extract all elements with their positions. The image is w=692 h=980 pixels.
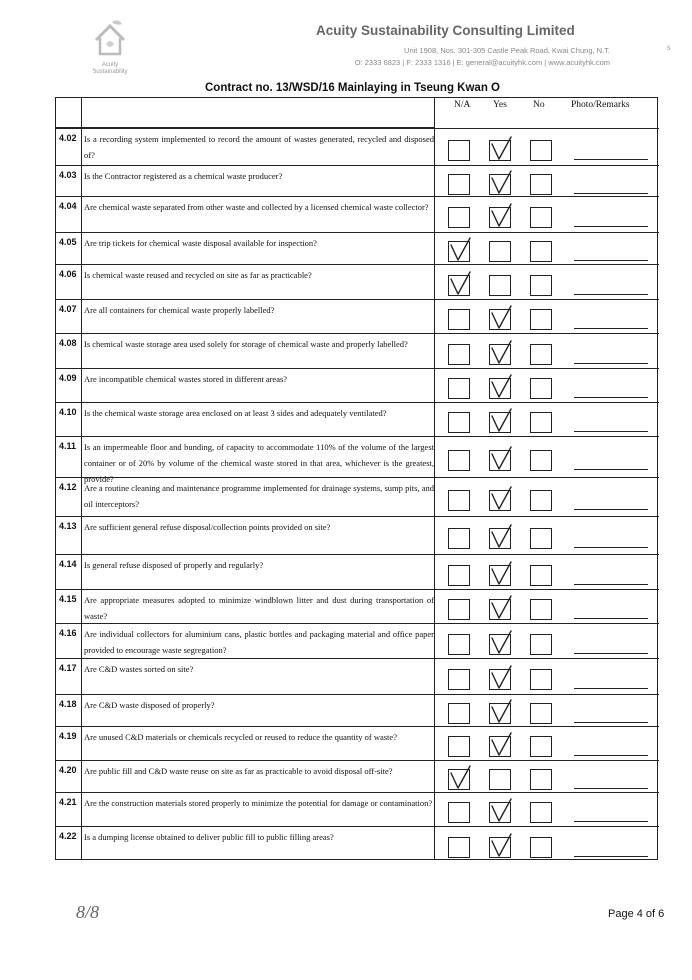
logo-subtext: Sustainability (92, 69, 128, 75)
address-line: Unit 1908, Nos. 301-305 Castle Peak Road, Kwai Chung, N.T. (404, 46, 610, 55)
checkbox-no[interactable] (530, 140, 552, 161)
checkbox-no[interactable] (530, 669, 552, 690)
checkbox-no[interactable] (530, 802, 552, 823)
item-question: Is chemical waste reused and recycled on site as far as practicable? (84, 270, 312, 280)
remarks-field[interactable] (574, 509, 648, 510)
contract-title: Contract no. 13/WSD/16 Mainlaying in Tseung Kwan O (205, 82, 500, 94)
item-question: Are sufficient general refuse disposal/collection points provided on site? (84, 522, 331, 532)
checkbox-na[interactable] (448, 703, 470, 724)
checklist-row (56, 826, 659, 861)
checkbox-yes[interactable] (489, 769, 511, 790)
checkmark-icon (488, 444, 514, 472)
item-number: 4.02 (59, 133, 77, 143)
stray-mark: s (667, 42, 671, 52)
remarks-field[interactable] (574, 193, 648, 194)
checklist-row (56, 333, 659, 368)
item-question: Are incompatible chemical wastes stored in different areas? (84, 374, 288, 384)
checkbox-no[interactable] (530, 490, 552, 511)
remarks-field[interactable] (574, 755, 648, 756)
checkmark-icon (488, 831, 514, 859)
checklist-table (55, 97, 658, 860)
checkbox-yes[interactable] (489, 241, 511, 262)
remarks-field[interactable] (574, 856, 648, 857)
remarks-field[interactable] (574, 722, 648, 723)
col-header-no: No (533, 100, 545, 110)
remarks-field[interactable] (574, 294, 648, 295)
checkmark-icon (488, 303, 514, 331)
item-number: 4.04 (59, 201, 77, 211)
checklist-row (56, 368, 659, 402)
item-question: Is general refuse disposed of properly and regularly? (84, 560, 264, 570)
item-number: 4.11 (59, 441, 77, 451)
checkbox-na[interactable] (448, 802, 470, 823)
checkbox-yes[interactable] (489, 412, 511, 433)
checkbox-no[interactable] (530, 837, 552, 858)
checklist-row (56, 760, 659, 792)
checklist-row (56, 232, 659, 264)
checkbox-yes[interactable] (489, 174, 511, 195)
checklist-row (56, 589, 659, 623)
checkbox-no[interactable] (530, 344, 552, 365)
remarks-field[interactable] (574, 363, 648, 364)
item-question: Are all containers for chemical waste properly labelled? (84, 305, 275, 315)
checklist-row (56, 516, 659, 554)
remarks-field[interactable] (574, 618, 648, 619)
remarks-field[interactable] (574, 821, 648, 822)
item-question: Is the Contractor registered as a chemical waste producer? (84, 171, 283, 181)
checkbox-yes[interactable] (489, 378, 511, 399)
item-question: Is a dumping license obtained to deliver public fill to public filling areas? (84, 832, 334, 842)
item-number: 4.10 (59, 407, 77, 417)
remarks-field[interactable] (574, 328, 648, 329)
checklist-row (56, 264, 659, 299)
remarks-field[interactable] (574, 260, 648, 261)
item-question: Are the construction materials stored properly to minimize the potential for damage or contamination? (84, 798, 433, 808)
handwritten-page-mark: 8/8 (76, 902, 100, 922)
checkbox-na[interactable] (448, 275, 470, 296)
checkbox-yes[interactable] (489, 599, 511, 620)
remarks-field[interactable] (574, 547, 648, 548)
checkbox-no[interactable] (530, 769, 552, 790)
checkmark-icon (488, 730, 514, 758)
checkmark-icon (488, 796, 514, 824)
item-question: Are individual collectors for aluminium cans, plastic bottles and packaging material and office paper provided to encourage waste segregation? (84, 629, 434, 655)
item-number: 4.19 (59, 731, 77, 741)
item-number: 4.12 (59, 482, 77, 492)
item-number: 4.14 (59, 559, 77, 569)
checklist-row (56, 128, 659, 165)
checklist-row (56, 658, 659, 694)
checkbox-na[interactable] (448, 412, 470, 433)
item-number: 4.20 (59, 765, 77, 775)
checkbox-na[interactable] (448, 140, 470, 161)
remarks-field[interactable] (574, 469, 648, 470)
item-number: 4.22 (59, 831, 77, 841)
checkmark-icon (488, 201, 514, 229)
checkbox-no[interactable] (530, 275, 552, 296)
checkbox-na[interactable] (448, 207, 470, 228)
col-header-na: N/A (454, 100, 471, 110)
checkbox-na[interactable] (448, 309, 470, 330)
checkmark-icon (488, 406, 514, 434)
item-question: Is the chemical waste storage area enclosed on at least 3 sides and adequately ventilated? (84, 408, 387, 418)
checkbox-na[interactable] (448, 378, 470, 399)
col-header-remarks: Photo/Remarks (571, 100, 630, 110)
item-question: Are C&D waste disposed of properly? (84, 700, 215, 710)
checkbox-no[interactable] (530, 599, 552, 620)
remarks-field[interactable] (574, 688, 648, 689)
checkbox-yes[interactable] (489, 275, 511, 296)
checkbox-no[interactable] (530, 207, 552, 228)
checklist-row (56, 436, 659, 484)
item-question: Is an impermeable floor and bunding, of capacity to accommodate 110% of the volume of the largest container or of 20% by volume of the chemical waste stored in that area, whichever is the greatest, provide? (84, 442, 434, 484)
checkbox-yes[interactable] (489, 344, 511, 365)
checkbox-yes[interactable] (489, 703, 511, 724)
checkbox-yes[interactable] (489, 207, 511, 228)
checklist-row (56, 792, 659, 826)
remarks-field[interactable] (574, 397, 648, 398)
checkbox-na[interactable] (448, 837, 470, 858)
item-question: Are public fill and C&D waste reuse on site as far as practicable to avoid disposal off-site? (84, 766, 393, 776)
item-number: 4.03 (59, 170, 77, 180)
checklist-row (56, 402, 659, 436)
item-number: 4.18 (59, 699, 77, 709)
checkmark-icon (447, 269, 473, 297)
checkbox-yes[interactable] (489, 802, 511, 823)
remarks-field[interactable] (574, 788, 648, 789)
checkbox-na[interactable] (448, 490, 470, 511)
item-number: 4.21 (59, 797, 77, 807)
checkmark-icon (447, 235, 473, 263)
checkmark-icon (447, 763, 473, 791)
checkbox-no[interactable] (530, 174, 552, 195)
checklist-row (56, 196, 659, 232)
item-question: Are appropriate measures adopted to minimize windblown litter and dust during transportation of waste? (84, 595, 434, 621)
checkbox-yes[interactable] (489, 837, 511, 858)
checkbox-yes[interactable] (489, 450, 511, 471)
checkbox-na[interactable] (448, 174, 470, 195)
item-question: Is a recording system implemented to record the amount of wastes generated, recycled and disposed of? (84, 134, 434, 160)
checkbox-yes[interactable] (489, 736, 511, 757)
checkbox-no[interactable] (530, 378, 552, 399)
remarks-field[interactable] (574, 159, 648, 160)
checkbox-no[interactable] (530, 565, 552, 586)
checkbox-no[interactable] (530, 241, 552, 262)
checkbox-yes[interactable] (489, 634, 511, 655)
remarks-field[interactable] (574, 431, 648, 432)
item-number: 4.09 (59, 373, 77, 383)
item-number: 4.05 (59, 237, 77, 247)
item-question: Is chemical waste storage area used solely for storage of chemical waste and properly labelled? (84, 339, 408, 349)
checkmark-icon (488, 338, 514, 366)
col-header-yes: Yes (493, 100, 507, 110)
checkbox-na[interactable] (448, 344, 470, 365)
company-name: Acuity Sustainability Consulting Limited (316, 23, 575, 38)
remarks-field[interactable] (574, 226, 648, 227)
checkbox-na[interactable] (448, 450, 470, 471)
remarks-field[interactable] (574, 584, 648, 585)
checklist-row (56, 477, 659, 516)
checkbox-yes[interactable] (489, 565, 511, 586)
checkbox-no[interactable] (530, 634, 552, 655)
checkmark-icon (488, 593, 514, 621)
checkbox-yes[interactable] (489, 140, 511, 161)
house-logo-icon (82, 14, 138, 64)
page-number: Page 4 of 6 (608, 908, 665, 920)
checkbox-yes[interactable] (489, 490, 511, 511)
item-number: 4.15 (59, 594, 77, 604)
checkbox-na[interactable] (448, 736, 470, 757)
checkbox-yes[interactable] (489, 309, 511, 330)
checkbox-na[interactable] (448, 528, 470, 549)
logo-caption (84, 62, 136, 76)
checklist-row (56, 623, 659, 658)
company-address (330, 45, 610, 69)
checklist-row (56, 554, 659, 589)
item-number: 4.17 (59, 663, 77, 673)
checkbox-na[interactable] (448, 769, 470, 790)
item-question: Are trip tickets for chemical waste disposal available for inspection? (84, 238, 317, 248)
checkmark-icon (488, 522, 514, 550)
checkbox-yes[interactable] (489, 528, 511, 549)
item-question: Are a routine cleaning and maintenance programme implemented for drainage systems, sump pits, and oil interceptors? (84, 483, 434, 509)
checklist-row (56, 694, 659, 726)
checkbox-na[interactable] (448, 669, 470, 690)
checkbox-no[interactable] (530, 703, 552, 724)
checklist-row (56, 726, 659, 760)
checkbox-no[interactable] (530, 736, 552, 757)
item-number: 4.06 (59, 269, 77, 279)
checklist-row (56, 299, 659, 333)
checkbox-no[interactable] (530, 450, 552, 471)
item-question: Are unused C&D materials or chemicals recycled or reused to reduce the quantity of waste? (84, 732, 397, 742)
item-question: Are C&D wastes sorted on site? (84, 664, 194, 674)
checkmark-icon (488, 134, 514, 162)
item-number: 4.07 (59, 304, 77, 314)
checkmark-icon (488, 628, 514, 656)
checkmark-icon (488, 372, 514, 400)
checkmark-icon (488, 168, 514, 196)
checkbox-no[interactable] (530, 309, 552, 330)
checkmark-icon (488, 697, 514, 725)
checkmark-icon (488, 559, 514, 587)
checkbox-na[interactable] (448, 599, 470, 620)
item-question: Are chemical waste separated from other waste and collected by a licensed chemical waste collector? (84, 202, 429, 212)
item-number: 4.08 (59, 338, 77, 348)
checkbox-yes[interactable] (489, 669, 511, 690)
checkbox-na[interactable] (448, 565, 470, 586)
item-number: 4.16 (59, 628, 77, 638)
remarks-field[interactable] (574, 653, 648, 654)
checkbox-no[interactable] (530, 528, 552, 549)
item-number: 4.13 (59, 521, 77, 531)
contact-line: O: 2333 6823 | F: 2333 1316 | E: general@acuityhk.com | www.acuityhk.com (354, 58, 610, 67)
logo-text: Acuity (101, 62, 119, 68)
checklist-row (56, 165, 659, 196)
checkbox-na[interactable] (448, 241, 470, 262)
checkbox-no[interactable] (530, 412, 552, 433)
checkmark-icon (488, 484, 514, 512)
checkmark-icon (488, 663, 514, 691)
checkbox-na[interactable] (448, 634, 470, 655)
